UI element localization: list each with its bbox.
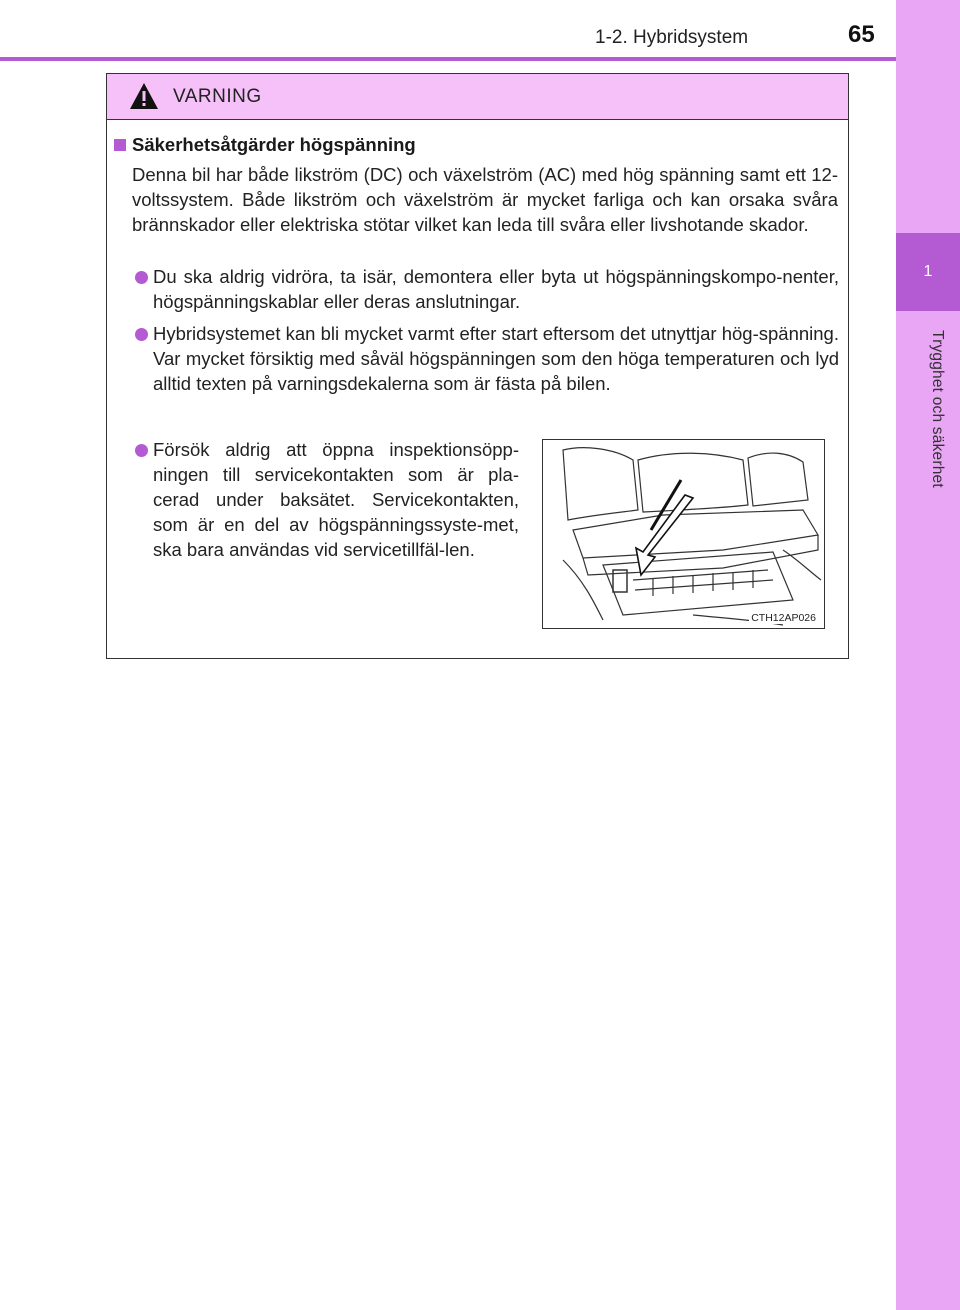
square-bullet-icon: [114, 139, 126, 151]
chapter-side-strip: [896, 0, 960, 1310]
bullet-dot-icon: [135, 328, 148, 341]
warning-label: VARNING: [173, 86, 262, 107]
warning-intro: Denna bil har både likström (DC) och växelström (AC) med hög spänning samt ett 12-voltssystem. Både likström och växelström är mycket farliga och kan orsaka svåra brännskador eller elektriska stötar vilket kan leda till svåra eller livshotande skador.: [132, 164, 838, 235]
section-title: 1-2. Hybridsystem: [595, 27, 749, 48]
service-plug-illustration: [542, 439, 825, 629]
figure-code: CTH12AP026: [751, 612, 816, 624]
warning-header: [107, 74, 848, 120]
warning-box: [106, 73, 849, 659]
bullet-2: Hybridsystemet kan bli mycket varmt efter start eftersom det utnyttjar hög-spänning. Var mycket försiktig med såväl högspänningen som den höga temperaturen och lyd alltid texten på varningsdekalerna som är fästa på bilen.: [153, 323, 839, 394]
warning-triangle-icon: [129, 82, 159, 110]
header-rule: [0, 57, 896, 61]
warning-heading: Säkerhetsåtgärder högspänning: [132, 134, 416, 155]
page-number: 65: [848, 21, 875, 48]
rear-seat-drawing: [543, 440, 825, 629]
bullet-1: Du ska aldrig vidröra, ta isär, demontera eller byta ut högspänningskompo-nenter, högspänningskablar eller deras anslutningar.: [153, 266, 839, 312]
bullet-dot-icon: [135, 271, 148, 284]
chapter-number-tab[interactable]: 1: [896, 233, 960, 311]
chapter-title: Trygghet och säkerhet: [929, 330, 946, 488]
bullet-3: Försök aldrig att öppna inspektionsöpp-ningen till servicekontakten som är pla-cerad under baksätet. Servicekontakten, som är en del av högspänningssyste-met, ska bara användas vid servicetillfäl-len.: [153, 439, 519, 560]
bullet-dot-icon: [135, 444, 148, 457]
